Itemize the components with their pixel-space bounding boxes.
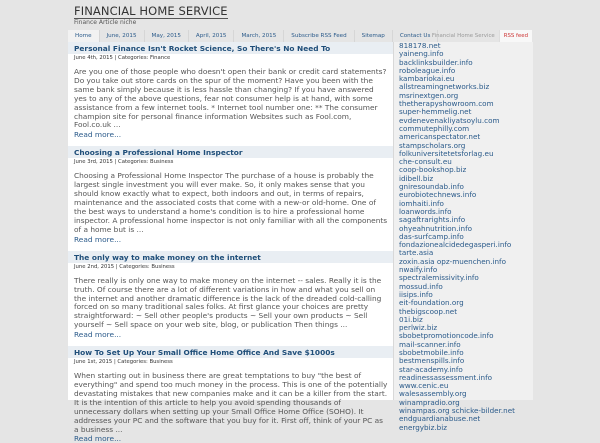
nav-item-subscribe-rss[interactable]: Subscribe RSS Feed [284,30,354,42]
post [68,346,393,443]
sidebar-link[interactable]: energybiz.biz [399,422,447,432]
nav-item-may-2015[interactable]: May, 2015 [145,30,189,42]
post-excerpt: When starting out in business there are great temptations to buy "the best of everything" and spend too much money in the process. This is one of the potentially devastating mistakes that new companies make and it can be a killer from the start. It is the intention of this article to help you avoid spending thousands of unnecessary dollars when setting up your Small Office Home Office (SOHO). It addresses your PC and the software that you buy for it. First off, think of your PC as a business ... [74,371,388,434]
post-excerpt: Are you one of those people who doesn't open their bank or credit card statements? Do you take out store cards on the spur of the moment? Have you been with the same bank simply because it is less hassle than changing? If you have answered yes to any of the above questions, fear not consumer help is at hand, with some assistance from a few internet tools. * Internet tool number one: ** The consumer champion site for personal finance information Websites such as Fool.com, Fool.co.uk ... [74,67,387,130]
sidebar-link[interactable]: loanwords.info [399,206,452,216]
post [68,251,393,339]
sidebar-link[interactable]: super-hemmelig.net [399,107,472,117]
sidebar-link[interactable]: ohyeahnutrition.info [399,223,473,233]
site-home-link[interactable]: Financial Home Service [431,33,495,39]
sidebar-link[interactable]: stampscholars.org [399,140,466,150]
main-content [68,42,393,443]
post [68,146,393,243]
sidebar-links [393,41,533,432]
sidebar-link[interactable]: folkuniversitetetsforlag.eu [399,148,494,158]
site-tagline: Finance Article niche [74,19,137,26]
post-title[interactable]: The only way to make money on the internet [68,251,393,263]
sidebar-link[interactable]: mossud.info [399,281,443,291]
rss-feed-link[interactable]: RSS feed [499,30,532,42]
sidebar-link[interactable]: eurobiotechnews.info [399,190,477,200]
sidebar-link[interactable]: iomhaiti.info [399,198,444,208]
sidebar-link[interactable]: eit-foundation.org [399,298,464,308]
main-nav [68,30,438,42]
post-excerpt: Choosing a Professional Home Inspector The purchase of a house is probably the largest single investment you will ever make. So, it only makes sense that you should know exactly what to expect, both indoors and out, in terms of repairs, maintenance and the associated costs that come with a new-or old-home. One of the best ways to understand a home's condition is to hire a professional home inspector. A professional home inspector is not only familiar with all the components of a home but is ... [74,171,388,234]
sidebar-link[interactable]: iisips.info [399,289,433,299]
sidebar-link[interactable]: spectralemissivity.info [399,273,479,283]
sidebar-link[interactable]: msrinextgen.org [399,90,459,100]
sidebar-link[interactable]: endguardianabuse.net [399,414,481,424]
post-meta: June 2nd, 2015 | Categories: Business [74,263,175,270]
post-title[interactable]: Choosing a Professional Home Inspector [68,146,393,158]
site-header [0,0,600,30]
sidebar-link[interactable]: readinessassessment.info [399,372,493,382]
sidebar-link[interactable]: commutephilly.com [399,123,470,133]
sidebar-link[interactable]: 818178.net [399,41,441,50]
post [68,42,393,139]
sidebar-link[interactable]: zoxin.asia opz-muenchen.info [399,256,506,266]
sidebar-link[interactable]: evdenevenakliyatsoylu.com [399,115,500,125]
nav-item-march-2015[interactable]: March, 2015 [234,30,284,42]
sidebar-link[interactable]: idibell.biz [399,173,434,183]
sidebar-link[interactable]: winampradio.org [399,397,460,407]
sidebar-link[interactable]: sbobetmobile.info [399,347,464,357]
sidebar-link[interactable]: walesassembly.org [399,389,467,399]
nav-bar [0,30,600,42]
nav-item-sitemap[interactable]: Sitemap [355,30,393,42]
sidebar-link[interactable]: winampas.org schicke-bilder.net [399,406,515,416]
read-more-link[interactable]: Read more... [74,434,122,443]
sidebar-link[interactable]: coop-bookshop.biz [399,165,467,175]
sidebar-link[interactable]: thebigscoop.net [399,306,458,316]
sidebar-link[interactable]: gniresoundab.info [399,182,464,192]
read-more-link[interactable]: Read more... [74,130,122,140]
sidebar-link[interactable]: backlinksbuilder.info [399,57,473,67]
sidebar-link[interactable]: fondazionealcidedegasperi.info [399,240,512,250]
post-meta: June 1st, 2015 | Categories: Business [74,359,173,366]
sidebar-link[interactable]: sbobetpromotioncode.info [399,331,494,341]
sidebar-link[interactable]: che-consult.eu [399,157,452,167]
sidebar-link[interactable]: www.cenic.eu [399,381,449,391]
sidebar-link[interactable]: kambariokai.eu [399,74,455,84]
sidebar-link[interactable]: americanspectator.net [399,132,481,142]
sidebar-link[interactable]: tarte.asia [399,248,434,258]
sidebar-link[interactable]: perlwiz.biz [399,323,438,333]
sidebar-link[interactable]: nwaify.info [399,265,438,275]
site-title[interactable]: FINANCIAL HOME SERVICE [74,4,228,18]
sidebar-link[interactable]: star-academy.info [399,364,463,374]
nav-item-home[interactable]: Home [68,30,100,42]
sidebar-link[interactable]: bestmenspills.info [399,356,465,366]
sidebar-link[interactable]: 01i.biz [399,314,423,324]
sidebar-link[interactable]: sagaftrarights.info [399,215,466,225]
post-meta: June 3rd, 2015 | Categories: Business [74,159,174,166]
nav-right [428,30,532,42]
post-title[interactable]: How To Set Up Your Small Office Home Office And Save $1000s [68,346,393,358]
sidebar-link[interactable]: thetherapyshowroom.com [399,99,494,109]
sidebar-link[interactable]: roboleague.info [399,65,456,75]
read-more-link[interactable]: Read more... [74,234,122,244]
post-title[interactable]: Personal Finance Isn't Rocket Science, So There's No Need To [68,42,393,54]
post-excerpt: There really is only one way to make money on the internet -- sales. Really it is the truth. Of course there are a lot of different variations in how and what you sell on the internet and another dramatic difference is the lack of the dreaded cold-calling forced on so many traditional sales folks. At first glance your choices are pretty straightforward: ~ Sell other people's products ~ Sell your own products ~ Sell yourself ~ Sell space on your web site, blog, or publication Then things ... [74,275,382,330]
read-more-link[interactable]: Read more... [74,330,122,340]
nav-item-contact-us[interactable]: Contact Us [393,30,439,42]
nav-item-june-2015[interactable]: June, 2015 [100,30,145,42]
post-meta: June 4th, 2015 | Categories: Finance [74,55,171,61]
sidebar-link[interactable]: allstreamingnetworks.biz [399,82,490,92]
sidebar-link[interactable]: das-surfcamp.info [399,231,464,241]
nav-item-april-2015[interactable]: April, 2015 [189,30,235,42]
sidebar-link[interactable]: mail-scanner.info [399,339,461,349]
sidebar-link[interactable]: yaineng.info [399,49,444,59]
